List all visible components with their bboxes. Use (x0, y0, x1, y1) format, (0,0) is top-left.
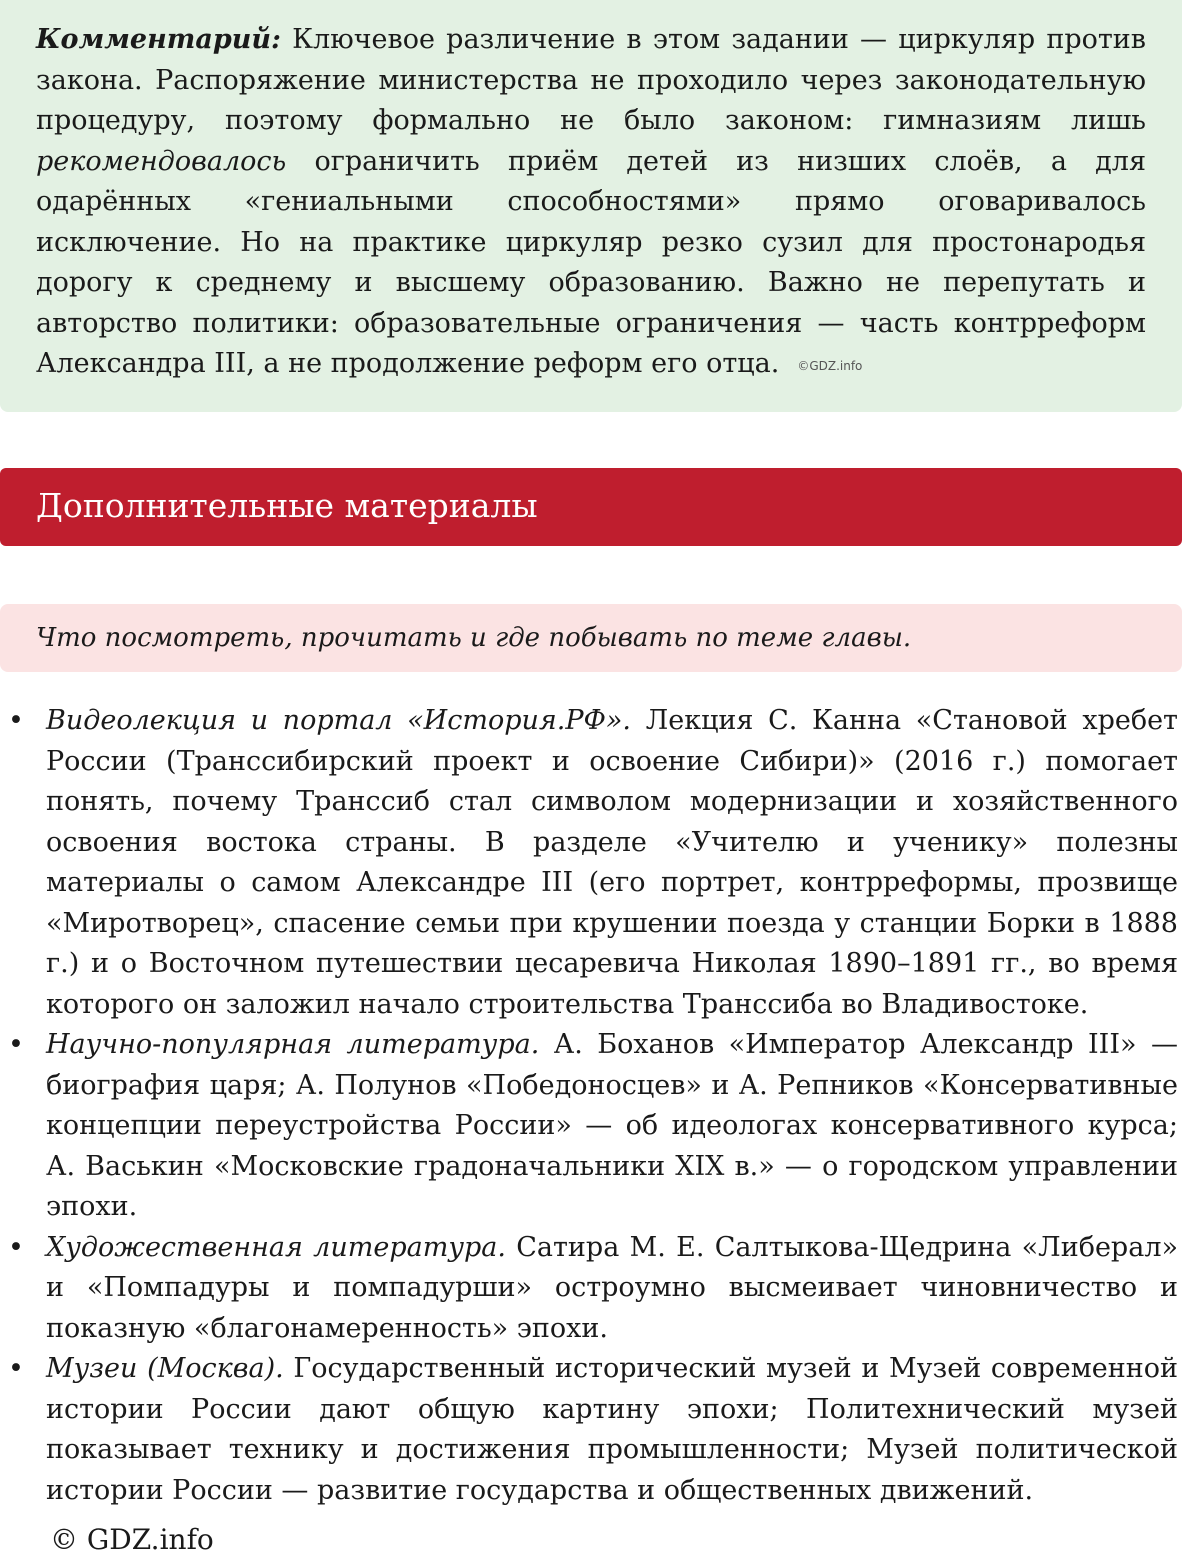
subtitle-text: Что посмотреть, прочитать и где побывать по теме главы. (36, 623, 912, 653)
bullet-icon: • (8, 1231, 24, 1263)
item-body: Лекция С. Канна «Становой хребет России (Транссибирский проект и освоение Сибири)» (2016 г.) помогает понять, почему Транссиб стал символом модернизации и хозяйственного освоения востока страны. В разделе «Учителю и ученику» полезны материалы о самом Александре III (его портрет, контрреформы, прозвище «Миротворец», спасение семьи при крушении поезда у станции Борки в 1888 г.) и о Восточном путешествии цесаревича Николая 1890–1891 гг., во время которого он заложил начало строительства Транссиба во Владивостоке. (46, 705, 1178, 1020)
comment-text-part-2: ограничить приём детей из низших слоёв, а для одарённых «гениальными способностями» прямо оговаривалось исключение. Но на практике циркуляр резко сузил для простонародья дорогу к среднему и высшему образованию. Важно не перепутать и авторство политики: образовательные ограничения — часть контрреформ Александра III, а не продолжение реформ его отца. (36, 145, 1146, 379)
bullet-icon: • (8, 1029, 24, 1060)
comment-copyright: ©GDZ.info (797, 359, 863, 373)
section-banner (0, 468, 1182, 546)
item-heading: Музеи (Москва). (46, 1353, 284, 1384)
item-heading: Научно-популярная литература. (46, 1029, 540, 1060)
comment-text-part-1: Ключевое различение в этом задании — циркуляр против закона. Распоряжение министерства не проходило через законодательную процедуру, поэтому формально не было законом: гимназиям лишь (36, 24, 1146, 136)
item-body: Государственный исторический музей и Музей современной истории России дают общую картину эпохи; Политехнический музей показывает технику и достижения промышленности; Музей политической истории России — развитие государства и общественных движений. (46, 1353, 1178, 1506)
item-heading: Видеолекция и портал «История.РФ». (46, 705, 632, 736)
bullet-icon: • (8, 705, 24, 736)
list-item (0, 701, 1182, 1025)
list-item (0, 1025, 1182, 1228)
list-item (0, 1228, 1182, 1350)
comment-box (0, 0, 1182, 412)
comment-text (36, 20, 1146, 387)
materials-list (0, 701, 1182, 1511)
list-item (0, 1349, 1182, 1511)
subtitle-box (0, 604, 1182, 672)
footer-copyright: © GDZ.info (50, 1523, 214, 1556)
comment-emphasis: рекомендовалось (36, 145, 287, 177)
item-heading: Художественная литература. (46, 1231, 506, 1263)
bullet-icon: • (8, 1353, 24, 1384)
section-title: Дополнительные материалы (36, 486, 538, 525)
comment-label: Комментарий: (36, 24, 281, 55)
item-body: А. Боханов «Император Александр III» — биография царя; А. Полунов «Победоносцев» и А. Репников «Консервативные концепции переустройства России» — об идеологах консервативного курса; А. Васькин «Московские градоначальники XIX в.» — о городском управлении эпохи. (46, 1029, 1178, 1222)
item-body: Сатира М. Е. Салтыкова-Щедрина «Либерал» и «Помпадуры и помпадурши» остроумно высмеивает чиновничество и показную «благонамеренность» эпохи. (46, 1231, 1178, 1344)
